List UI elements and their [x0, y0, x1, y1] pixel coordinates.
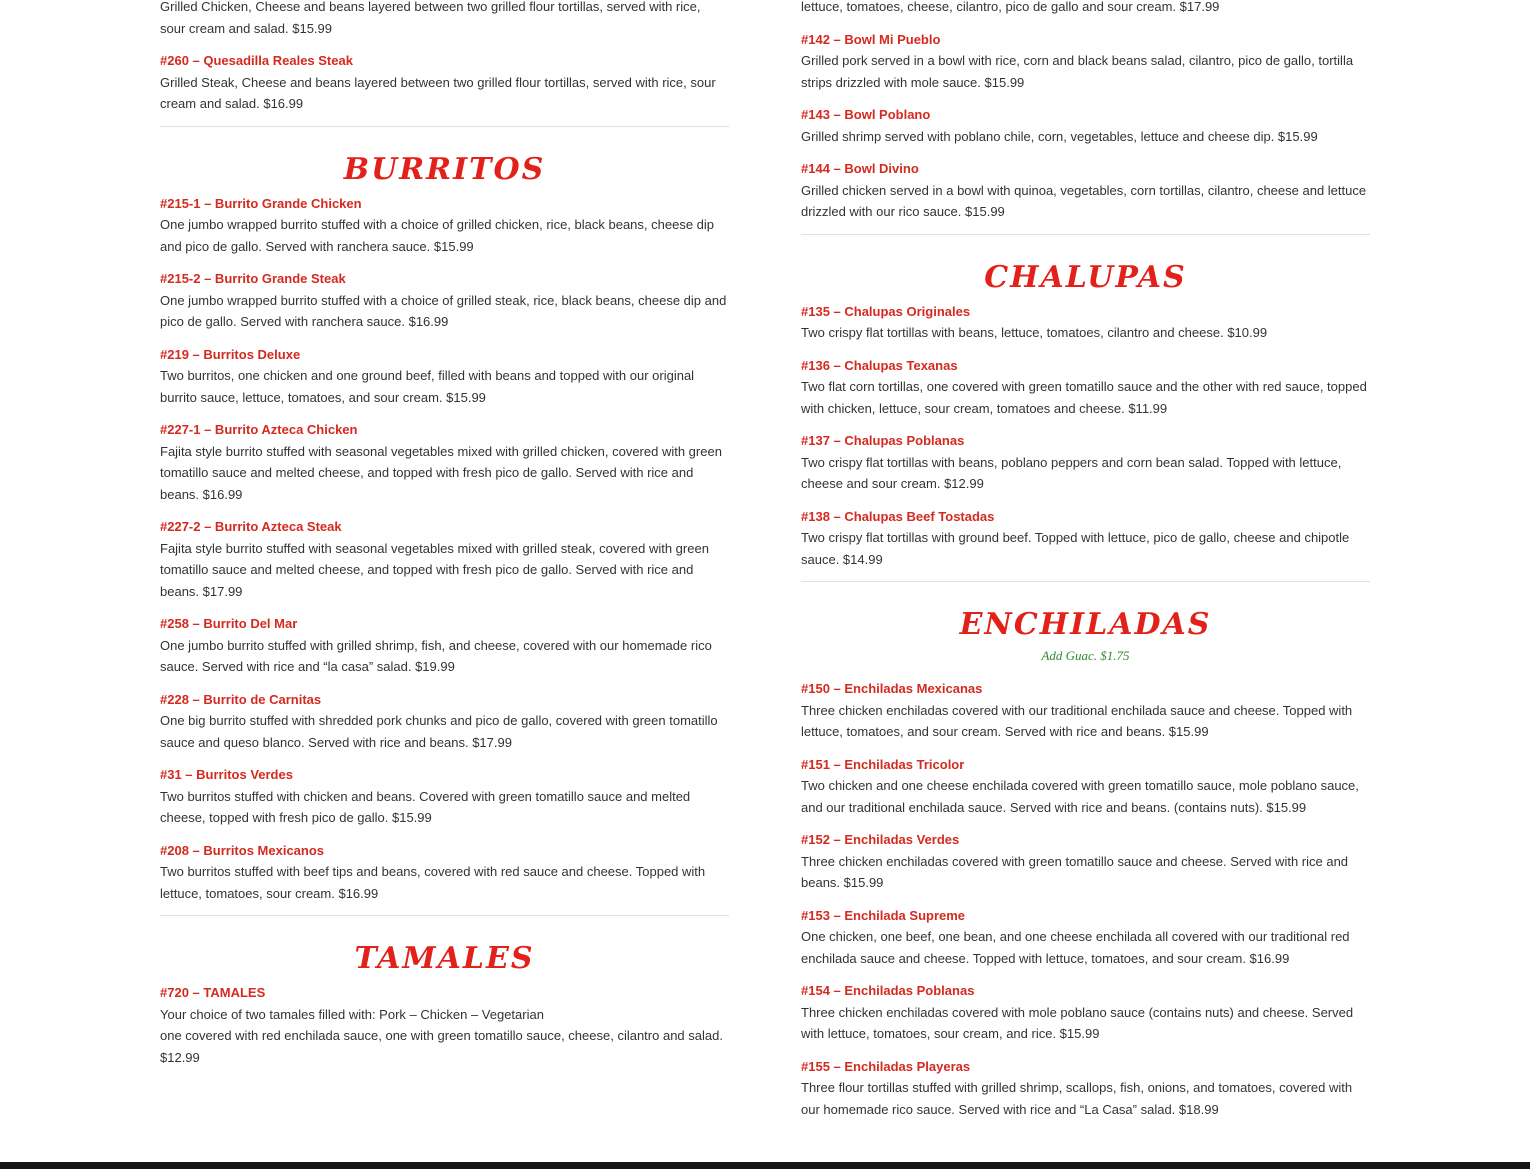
item-description: Two crispy flat tortillas with beans, lettuce, tomatoes, cilantro and cheese. $10.99 [801, 325, 1268, 340]
item-title: #152 – Enchiladas Verdes [801, 832, 960, 847]
menu-item [160, 840, 729, 905]
menu-item [160, 613, 729, 678]
menu-item [160, 193, 729, 258]
section-divider [801, 234, 1370, 235]
add-guac-note: Add Guac. $1.75 [1041, 648, 1130, 663]
menu-column-left [160, 0, 729, 1079]
menu-item [160, 268, 729, 333]
item-description: Two burritos, one chicken and one ground beef, filled with beans and topped with our original burrito sauce, lettuce, tomatoes, and sour cream. $15.99 [160, 368, 695, 405]
item-title: #260 – Quesadilla Reales Steak [160, 53, 353, 68]
item-description: Two flat corn tortillas, one covered with green tomatillo sauce and the other with red sauce, topped with chicken, lettuce, sour cream, tomatoes and cheese. $11.99 [801, 379, 1367, 416]
menu-item [801, 158, 1370, 223]
item-description: Fajita style burrito stuffed with seasonal vegetables mixed with grilled chicken, covered with green tomatillo sauce and melted cheese, and topped with fresh pico de gallo. Served with rice and beans. $16.99 [160, 443, 722, 502]
item-description: Fajita style burrito stuffed with seasonal vegetables mixed with grilled steak, covered with green tomatillo sauce and melted cheese, and topped with fresh pico de gallo. Served with rice and beans. $17.99 [160, 540, 709, 599]
item-description: One big burrito stuffed with shredded pork chunks and pico de gallo, covered with green tomatillo sauce and queso blanco. Served with rice and beans. $17.99 [160, 713, 718, 750]
menu-item [801, 754, 1370, 819]
item-description: Grilled Chicken, Cheese and beans layered between two grilled flour tortillas, served with rice, sour cream and salad. $15.99 [160, 0, 701, 36]
item-description: One chicken, one beef, one bean, and one cheese enchilada all covered with our traditional red enchilada sauce and cheese. Topped with lettuce, tomatoes, and sour cream. $16.99 [801, 929, 1350, 966]
menu-item [160, 689, 729, 754]
item-title: #219 – Burritos Deluxe [160, 346, 301, 362]
item-title: #153 – Enchilada Supreme [801, 907, 966, 923]
item-description: Two crispy flat tortillas with beans, poblano peppers and corn bean salad. Topped with lettuce, cheese and sour cream. $12.99 [801, 454, 1342, 491]
menu-item [801, 506, 1370, 571]
item-description: Three chicken enchiladas covered with mole poblano sauce (contains nuts) and cheese. Served with lettuce, tomatoes, sour cream, and rice. $15.99 [801, 1004, 1354, 1041]
menu-item [801, 905, 1370, 970]
section-title-enchiladas: ENCHILADAS [959, 607, 1212, 642]
menu-item [801, 355, 1370, 420]
item-title: #228 – Burrito de Carnitas [160, 691, 322, 707]
item-title: #258 – Burrito Del Mar [160, 616, 298, 631]
item-description: Two chicken and one cheese enchilada covered with green tomatillo sauce, mole poblano sauce, and our traditional enchilada sauce. Served with rice and beans. (contains nuts). $15.99 [801, 778, 1359, 815]
item-title: #138 – Chalupas Beef Tostadas [801, 508, 995, 524]
menu-item [160, 982, 729, 1068]
menu-item [801, 678, 1370, 743]
item-description: Three chicken enchiladas covered with green tomatillo sauce and cheese. Served with rice and beans. $15.99 [801, 853, 1349, 890]
item-title: #227-2 – Burrito Azteca Steak [160, 519, 342, 534]
item-title: #31 – Burritos Verdes [160, 767, 293, 782]
item-description: One jumbo wrapped burrito stuffed with a choice of grilled steak, rice, black beans, cheese dip and pico de gallo. Served with ranchera sauce. $16.99 [160, 292, 727, 329]
menu-item [801, 0, 1370, 18]
item-title: #215-2 – Burrito Grande Steak [160, 271, 346, 286]
item-title: #720 – TAMALES [160, 985, 266, 1000]
menu-item [801, 1056, 1370, 1121]
item-title: #143 – Bowl Poblano [801, 107, 931, 122]
section-divider [160, 915, 729, 916]
menu-item [160, 764, 729, 829]
item-title: #150 – Enchiladas Mexicanas [801, 681, 983, 696]
menu-item [801, 980, 1370, 1045]
menu-item [160, 0, 729, 39]
item-title: #144 – Bowl Divino [801, 161, 919, 176]
item-description: Grilled pork served in a bowl with rice, corn and black beans salad, cilantro, pico de gallo, tortilla strips drizzled with mole sauce. $15.99 [801, 53, 1354, 90]
menu-item [801, 829, 1370, 894]
section-title-chalupas: CHALUPAS [984, 259, 1187, 295]
menu-item [801, 301, 1370, 344]
menu-item [160, 344, 729, 409]
footer-bar [0, 1162, 1530, 1169]
section-title-tamales: TAMALES [354, 941, 535, 976]
menu-item [160, 50, 729, 115]
menu-item [160, 419, 729, 505]
item-description: Two burritos stuffed with beef tips and beans, covered with red sauce and cheese. Topped with lettuce, tomatoes, sour cream. $16.99 [160, 864, 706, 901]
item-title: #155 – Enchiladas Playeras [801, 1058, 971, 1074]
item-description: lettuce, tomatoes, cheese, cilantro, pico de gallo and sour cream. $17.99 [801, 0, 1220, 14]
item-title: #135 – Chalupas Originales [801, 303, 971, 319]
item-title: #208 – Burritos Mexicanos [160, 842, 325, 858]
item-description: Two burritos stuffed with chicken and beans. Covered with green tomatillo sauce and melted cheese, topped with fresh pico de gallo. $15.99 [160, 788, 691, 825]
item-title: #151 – Enchiladas Tricolor [801, 756, 965, 772]
item-title: #137 – Chalupas Poblanas [801, 433, 965, 448]
menu-item [801, 104, 1370, 147]
item-description: One jumbo wrapped burrito stuffed with a choice of grilled chicken, rice, black beans, cheese dip and pico de gallo. Served with ranchera sauce. $15.99 [160, 217, 715, 254]
item-description: Two crispy flat tortillas with ground beef. Topped with lettuce, pico de gallo, cheese and chipotle sauce. $14.99 [801, 530, 1350, 567]
item-title: #227-1 – Burrito Azteca Chicken [160, 422, 358, 437]
item-description: Your choice of two tamales filled with: Pork – Chicken – Vegetarian [160, 1006, 544, 1022]
item-title: #215-1 – Burrito Grande Chicken [160, 195, 362, 211]
item-description: Three chicken enchiladas covered with our traditional enchilada sauce and cheese. Topped with lettuce, tomatoes, and sour cream. Served with rice and beans. $15.99 [801, 702, 1353, 739]
menu-item [160, 516, 729, 602]
section-title-burritos: BURRITOS [343, 151, 546, 187]
menu-column-right [801, 0, 1370, 1131]
menu-item [801, 29, 1370, 94]
item-title: #136 – Chalupas Texanas [801, 357, 958, 373]
item-description: one covered with red enchilada sauce, one with green tomatillo sauce, cheese, cilantro and salad. $12.99 [160, 1028, 723, 1065]
item-description: Grilled Steak, Cheese and beans layered between two grilled flour tortillas, served with rice, sour cream and salad. $16.99 [160, 74, 716, 111]
section-divider [160, 126, 729, 127]
menu-item [801, 430, 1370, 495]
item-description: One jumbo burrito stuffed with grilled shrimp, fish, and cheese, covered with our homemade rico sauce. Served with rice and “la casa” salad. $19.99 [160, 637, 712, 674]
section-divider [801, 581, 1370, 582]
item-title: #154 – Enchiladas Poblanas [801, 983, 975, 998]
item-description: Grilled chicken served in a bowl with quinoa, vegetables, corn tortillas, cilantro, cheese and lettuce drizzled with our rico sauce. $15.99 [801, 182, 1367, 219]
item-title: #142 – Bowl Mi Pueblo [801, 31, 941, 47]
item-description: Three flour tortillas stuffed with grilled shrimp, scallops, fish, onions, and tomatoes, covered with our homemade rico sauce. Served with rice and “La Casa” salad. $18.99 [801, 1080, 1353, 1117]
item-description: Grilled shrimp served with poblano chile, corn, vegetables, lettuce and cheese dip. $15.99 [801, 128, 1318, 144]
